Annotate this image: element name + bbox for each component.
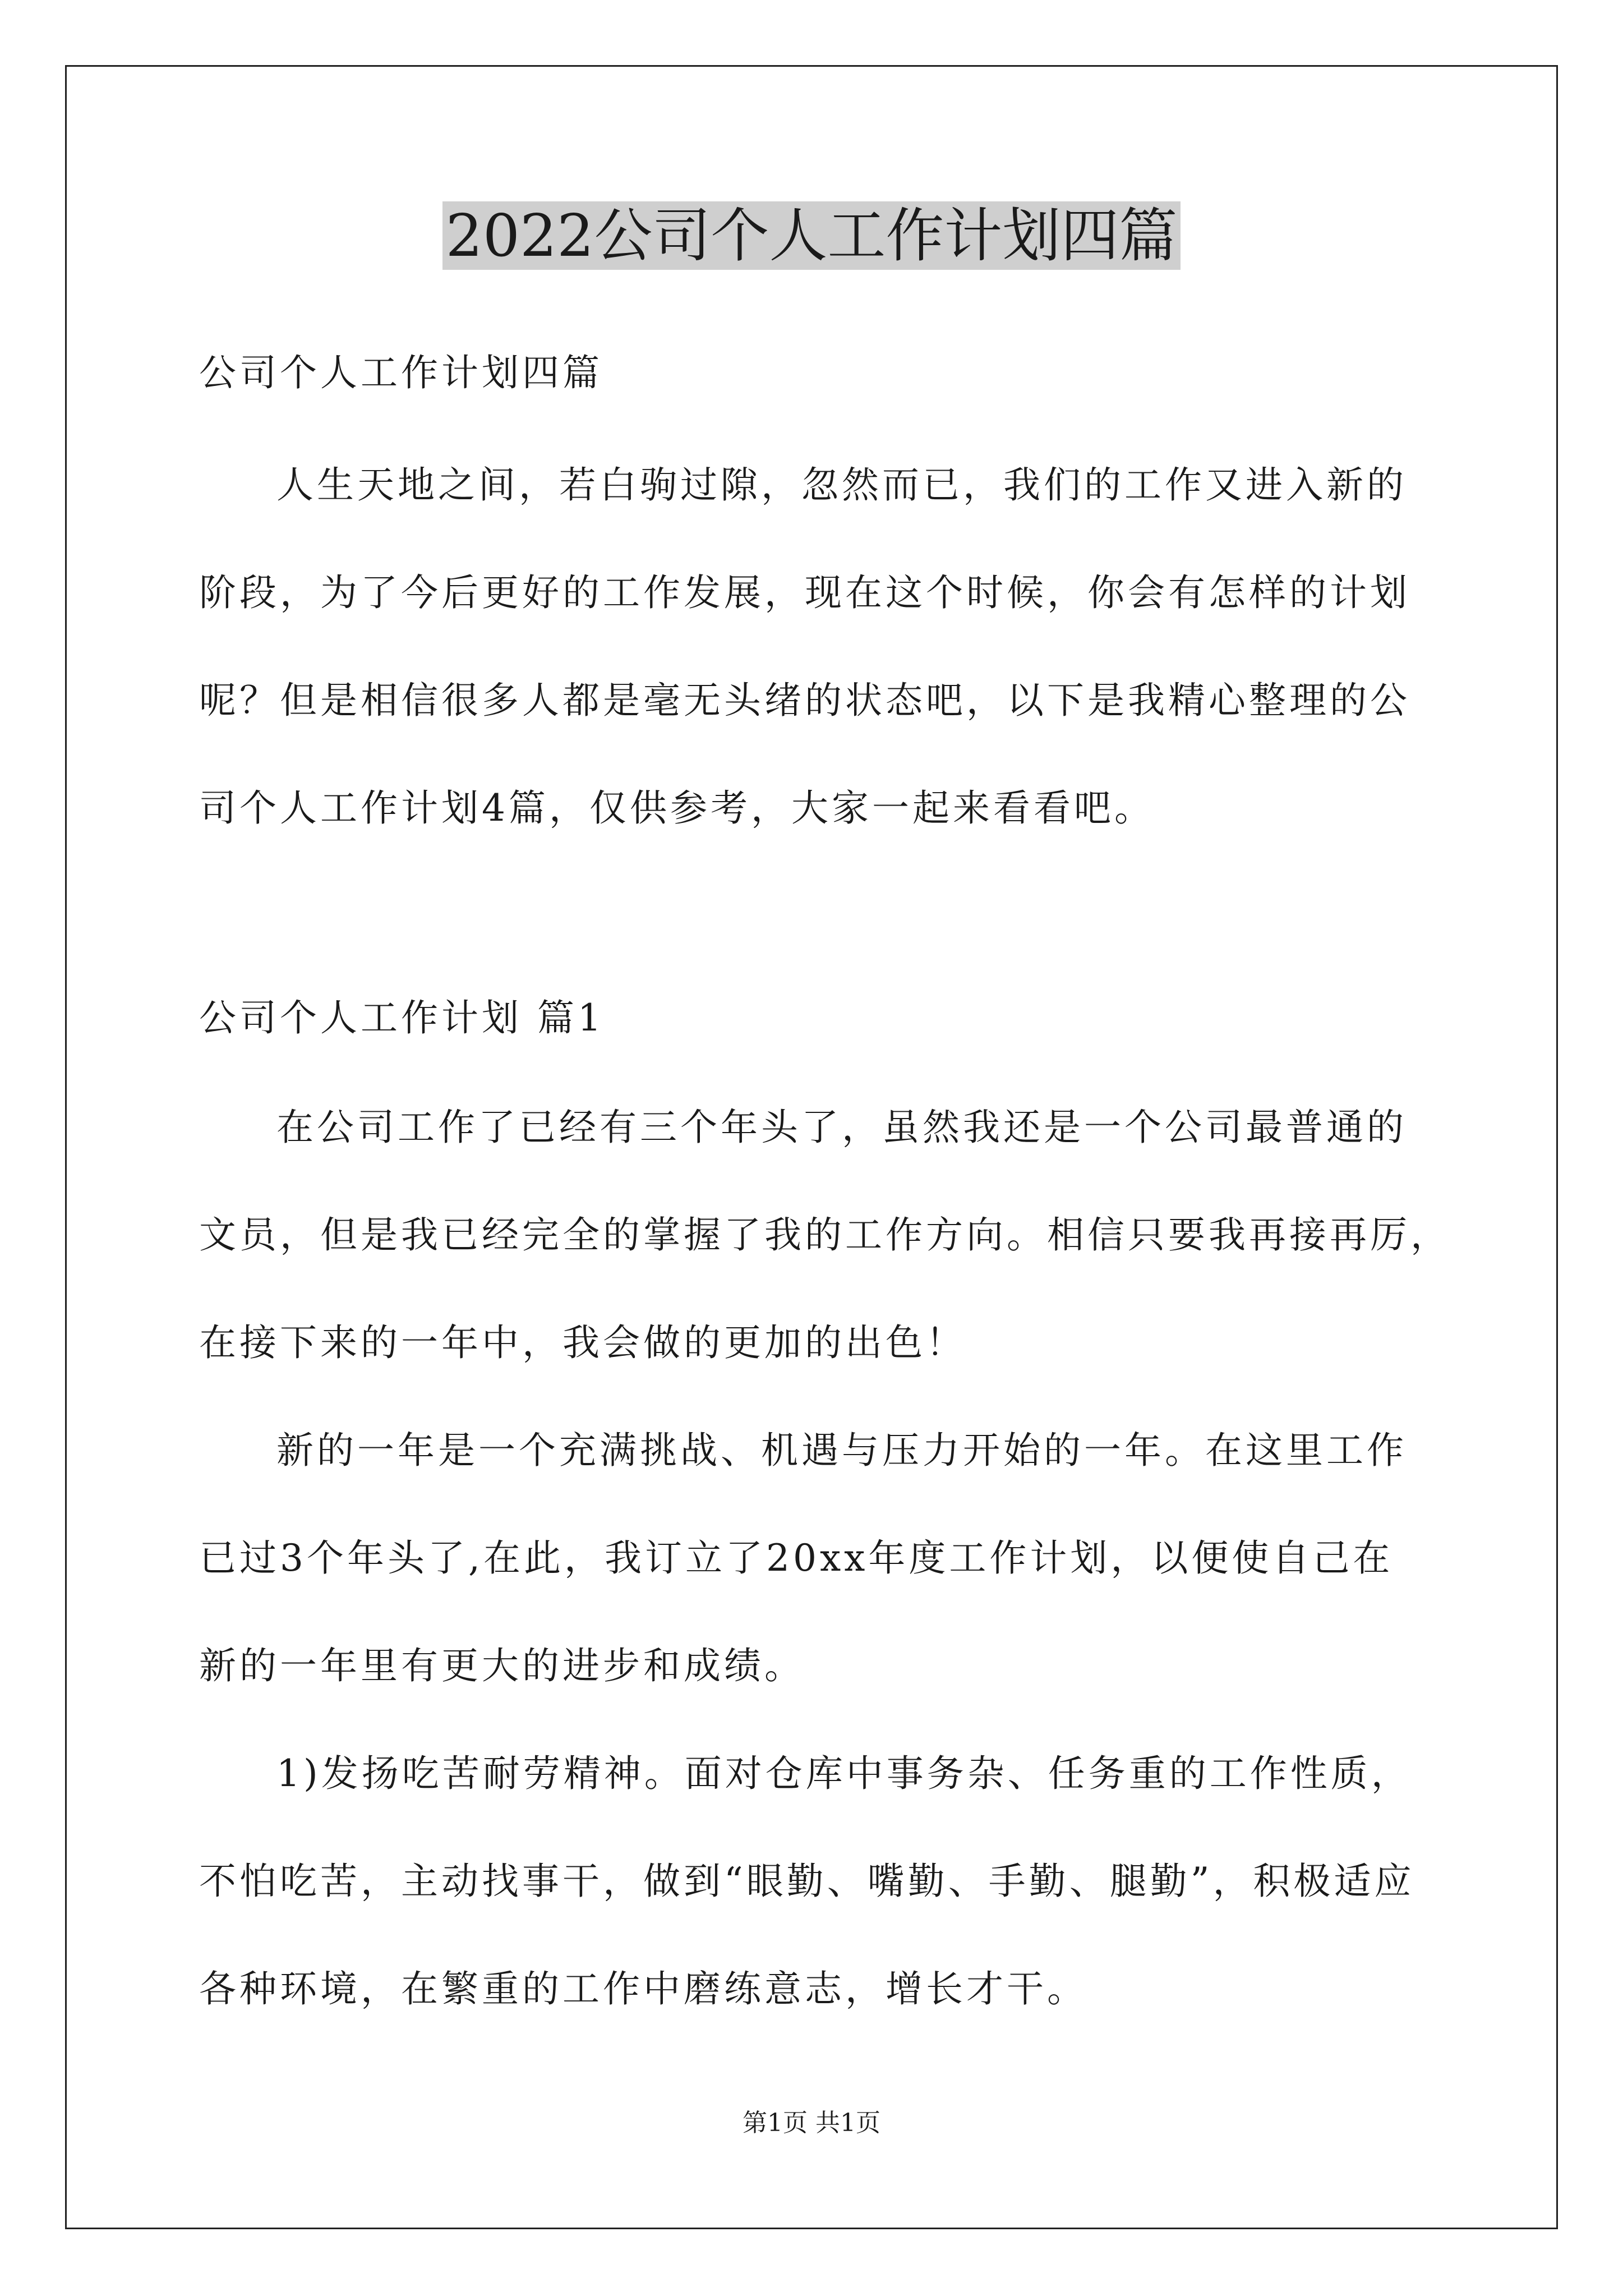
paragraph-line: 不怕吃苦，主动找事干，做到“眼勤、嘴勤、手勤、腿勤”，积极适应	[199, 1860, 1415, 1903]
intro-line: 呢？但是相信很多人都是毫无头绪的状态吧，以下是我精心整理的公	[199, 679, 1410, 722]
paragraph-line: 已过3个年头了,在此，我订立了20xx年度工作计划，以便使自己在	[199, 1536, 1394, 1580]
intro-line: 司个人工作计划4篇，仅供参考，大家一起来看看吧。	[199, 786, 1155, 830]
document-title: 2022公司个人工作计划四篇	[0, 199, 1623, 272]
section-heading: 公司个人工作计划 篇1	[199, 996, 605, 1039]
intro-line: 人生天地之间，若白驹过隙，忽然而已，我们的工作又进入新的	[276, 463, 1407, 507]
paragraph-line: 在接下来的一年中，我会做的更加的出色！	[199, 1321, 966, 1364]
page-footer: 第1页 共1页	[743, 2109, 880, 2137]
paragraph-line: 在公司工作了已经有三个年头了，虽然我还是一个公司最普通的	[276, 1106, 1407, 1149]
paragraph-line: 各种环境，在繁重的工作中磨练意志，增长才干。	[199, 1967, 1087, 2010]
document-subtitle: 公司个人工作计划四篇	[199, 351, 603, 394]
paragraph-line: 新的一年是一个充满挑战、机遇与压力开始的一年。在这里工作	[276, 1429, 1407, 1472]
paragraph-line: 文员，但是我已经完全的掌握了我的工作方向。相信只要我再接再厉，	[199, 1213, 1451, 1257]
paragraph-line: 1)发扬吃苦耐劳精神。面对仓库中事务杂、任务重的工作性质，	[276, 1752, 1412, 1795]
intro-line: 阶段，为了今后更好的工作发展，现在这个时候，你会有怎样的计划	[199, 571, 1410, 614]
paragraph-line: 新的一年里有更大的进步和成绩。	[199, 1644, 805, 1687]
